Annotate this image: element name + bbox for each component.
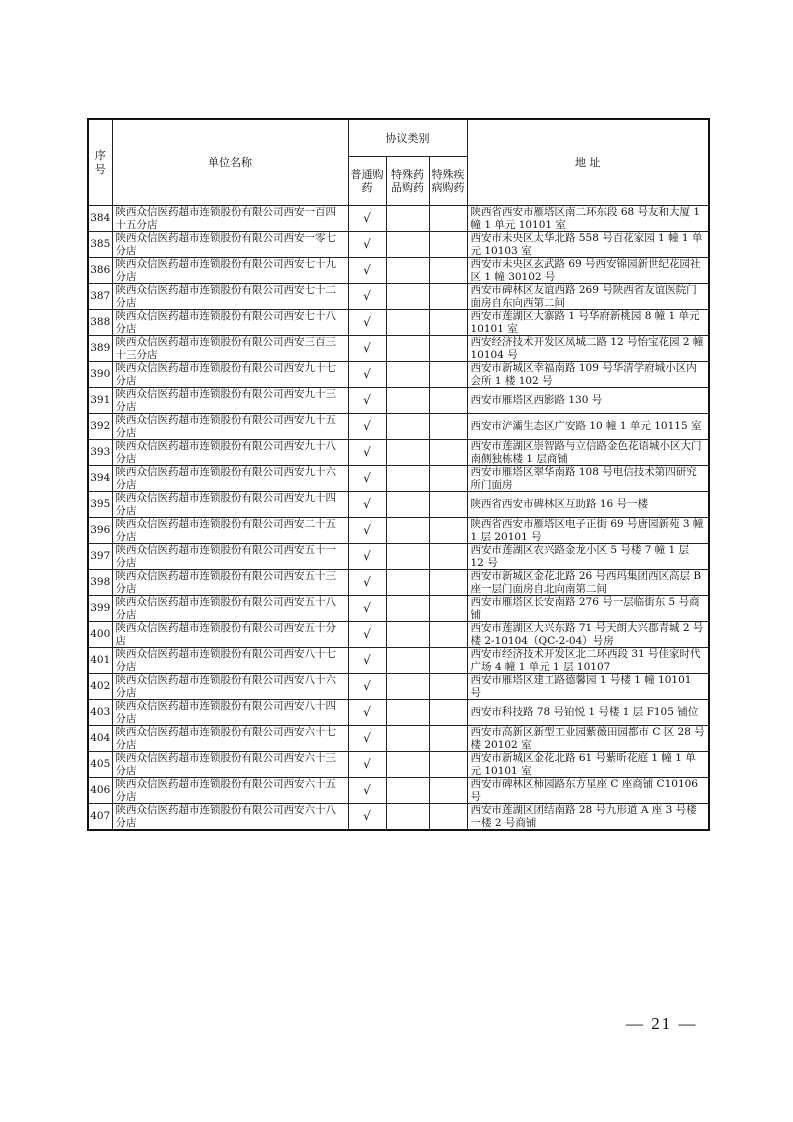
- special-disease-mark: [429, 388, 467, 414]
- unit-name: 陕西众信医药超市连锁股份有限公司西安五十分店: [112, 622, 348, 648]
- row-number: 399: [88, 596, 112, 622]
- general-mark: √: [348, 284, 386, 310]
- special-drug-mark: [386, 726, 429, 752]
- row-number: 400: [88, 622, 112, 648]
- header-seq: 序号: [88, 119, 112, 206]
- special-disease-mark: [429, 336, 467, 362]
- general-mark: √: [348, 648, 386, 674]
- row-number: 407: [88, 804, 112, 831]
- special-drug-mark: [386, 440, 429, 466]
- row-number: 393: [88, 440, 112, 466]
- header-address: 地 址: [467, 119, 709, 206]
- general-mark: √: [348, 518, 386, 544]
- table-row: [88, 414, 709, 440]
- row-number: 394: [88, 466, 112, 492]
- special-drug-mark: [386, 700, 429, 726]
- address: 西安市雁塔区建工路德馨园 1 号楼 1 幢 10101 号: [467, 674, 709, 700]
- special-drug-mark: [386, 492, 429, 518]
- unit-name: 陕西众信医药超市连锁股份有限公司西安八十四分店: [112, 700, 348, 726]
- address: 西安市科技路 78 号铂悦 1 号楼 1 层 F105 铺位: [467, 700, 709, 726]
- special-disease-mark: [429, 544, 467, 570]
- general-mark: √: [348, 674, 386, 700]
- special-drug-mark: [386, 206, 429, 232]
- header-name: 单位名称: [112, 119, 348, 206]
- address: 西安市高新区新型工业园紫薇田园都市 C 区 28 号楼 20102 室: [467, 726, 709, 752]
- table-row: [88, 232, 709, 258]
- unit-name: 陕西众信医药超市连锁股份有限公司西安二十五分店: [112, 518, 348, 544]
- special-drug-mark: [386, 674, 429, 700]
- row-number: 405: [88, 752, 112, 778]
- special-drug-mark: [386, 544, 429, 570]
- special-drug-mark: [386, 648, 429, 674]
- row-number: 386: [88, 258, 112, 284]
- special-disease-mark: [429, 570, 467, 596]
- general-mark: √: [348, 362, 386, 388]
- unit-name: 陕西众信医药超市连锁股份有限公司西安五十八分店: [112, 596, 348, 622]
- unit-name: 陕西众信医药超市连锁股份有限公司西安九十七分店: [112, 362, 348, 388]
- special-disease-mark: [429, 596, 467, 622]
- unit-name: 陕西众信医药超市连锁股份有限公司西安六十八分店: [112, 804, 348, 831]
- table-row: [88, 596, 709, 622]
- special-drug-mark: [386, 466, 429, 492]
- table-row: [88, 362, 709, 388]
- special-disease-mark: [429, 466, 467, 492]
- table-row: [88, 726, 709, 752]
- table-row: [88, 284, 709, 310]
- row-number: 389: [88, 336, 112, 362]
- special-disease-mark: [429, 726, 467, 752]
- unit-name: 陕西众信医药超市连锁股份有限公司西安七十八分店: [112, 310, 348, 336]
- address: 西安市未央区太华北路 558 号百花家园 1 幢 1 单元 10103 室: [467, 232, 709, 258]
- row-number: 388: [88, 310, 112, 336]
- unit-name: 陕西众信医药超市连锁股份有限公司西安九十五分店: [112, 414, 348, 440]
- special-disease-mark: [429, 674, 467, 700]
- table-row: [88, 388, 709, 414]
- address: 西安市雁塔区西影路 130 号: [467, 388, 709, 414]
- special-drug-mark: [386, 336, 429, 362]
- unit-name: 陕西众信医药超市连锁股份有限公司西安九十六分店: [112, 466, 348, 492]
- special-drug-mark: [386, 414, 429, 440]
- general-mark: √: [348, 752, 386, 778]
- unit-name: 陕西众信医药超市连锁股份有限公司西安九十三分店: [112, 388, 348, 414]
- address: 西安市莲湖区大寨路 1 号华府新桃园 8 幢 1 单元 10101 室: [467, 310, 709, 336]
- special-drug-mark: [386, 752, 429, 778]
- special-disease-mark: [429, 518, 467, 544]
- special-drug-mark: [386, 258, 429, 284]
- unit-name: 陕西众信医药超市连锁股份有限公司西安五十一分店: [112, 544, 348, 570]
- page-number: — 21 —: [626, 1014, 698, 1033]
- address: 西安市浐灞生态区广安路 10 幢 1 单元 10115 室: [467, 414, 709, 440]
- special-drug-mark: [386, 804, 429, 831]
- address: 西安市新城区幸福南路 109 号华清学府城小区内会所 1 楼 102 号: [467, 362, 709, 388]
- special-disease-mark: [429, 232, 467, 258]
- special-disease-mark: [429, 700, 467, 726]
- special-disease-mark: [429, 206, 467, 232]
- unit-name: 陕西众信医药超市连锁股份有限公司西安七十二分店: [112, 284, 348, 310]
- address: 西安市雁塔区翠华南路 108 号电信技术第四研究所门面房: [467, 466, 709, 492]
- address: 西安市莲湖区崇智路与立信路金色花语城小区大门南侧独栋楼 1 层商铺: [467, 440, 709, 466]
- table-row: [88, 466, 709, 492]
- row-number: 384: [88, 206, 112, 232]
- table-row: [88, 778, 709, 804]
- address: 西安市未央区玄武路 69 号西安锦园新世纪花园社区 1 幢 30102 号: [467, 258, 709, 284]
- general-mark: √: [348, 336, 386, 362]
- general-mark: √: [348, 622, 386, 648]
- special-drug-mark: [386, 518, 429, 544]
- address: 陕西省西安市雁塔区电子正街 69 号唐园新苑 3 幢 1 层 20101 号: [467, 518, 709, 544]
- address: 西安市经济技术开发区北二环西段 31 号佳家时代广场 4 幢 1 单元 1 层 10107: [467, 648, 709, 674]
- header-category: 协议类别: [348, 119, 467, 157]
- special-drug-mark: [386, 622, 429, 648]
- general-mark: √: [348, 700, 386, 726]
- pharmacy-table: [87, 118, 710, 831]
- header-cat-special-disease: 特殊疾病购药: [429, 157, 467, 206]
- general-mark: √: [348, 310, 386, 336]
- special-disease-mark: [429, 804, 467, 831]
- table-row: [88, 752, 709, 778]
- row-number: 397: [88, 544, 112, 570]
- special-drug-mark: [386, 570, 429, 596]
- table-row: [88, 206, 709, 232]
- address: 西安市新城区金花北路 26 号西玛集团西区高层 B 座一层门面房自北向南第二间: [467, 570, 709, 596]
- unit-name: 陕西众信医药超市连锁股份有限公司西安六十七分店: [112, 726, 348, 752]
- special-disease-mark: [429, 284, 467, 310]
- general-mark: √: [348, 726, 386, 752]
- special-disease-mark: [429, 310, 467, 336]
- special-disease-mark: [429, 492, 467, 518]
- table-row: [88, 492, 709, 518]
- unit-name: 陕西众信医药超市连锁股份有限公司西安一百四十五分店: [112, 206, 348, 232]
- table-row: [88, 648, 709, 674]
- unit-name: 陕西众信医药超市连锁股份有限公司西安九十八分店: [112, 440, 348, 466]
- general-mark: √: [348, 492, 386, 518]
- special-disease-mark: [429, 440, 467, 466]
- general-mark: √: [348, 232, 386, 258]
- table-row: [88, 674, 709, 700]
- unit-name: 陕西众信医药超市连锁股份有限公司西安九十四分店: [112, 492, 348, 518]
- general-mark: √: [348, 544, 386, 570]
- special-drug-mark: [386, 778, 429, 804]
- unit-name: 陕西众信医药超市连锁股份有限公司西安五十三分店: [112, 570, 348, 596]
- table-row: [88, 258, 709, 284]
- address: 西安市新城区金花北路 61 号紫昕花庭 1 幢 1 单元 10101 室: [467, 752, 709, 778]
- table-row: [88, 544, 709, 570]
- address: 陕西省西安市碑林区互助路 16 号一楼: [467, 492, 709, 518]
- special-disease-mark: [429, 258, 467, 284]
- address: 西安市雁塔区长安南路 276 号一层临街东 5 号商铺: [467, 596, 709, 622]
- unit-name: 陕西众信医药超市连锁股份有限公司西安三百三十三分店: [112, 336, 348, 362]
- row-number: 385: [88, 232, 112, 258]
- table-row: [88, 700, 709, 726]
- special-drug-mark: [386, 310, 429, 336]
- row-number: 390: [88, 362, 112, 388]
- unit-name: 陕西众信医药超市连锁股份有限公司西安六十三分店: [112, 752, 348, 778]
- unit-name: 陕西众信医药超市连锁股份有限公司西安六十五分店: [112, 778, 348, 804]
- row-number: 391: [88, 388, 112, 414]
- row-number: 387: [88, 284, 112, 310]
- row-number: 395: [88, 492, 112, 518]
- row-number: 392: [88, 414, 112, 440]
- special-disease-mark: [429, 414, 467, 440]
- address: 陕西省西安市雁塔区南二环东段 68 号友和大厦 1 幢 1 单元 10101 室: [467, 206, 709, 232]
- header-cat-special-drug: 特殊药品购药: [386, 157, 429, 206]
- table-row: [88, 804, 709, 831]
- special-drug-mark: [386, 596, 429, 622]
- special-disease-mark: [429, 362, 467, 388]
- table-row: [88, 622, 709, 648]
- general-mark: √: [348, 804, 386, 831]
- special-disease-mark: [429, 778, 467, 804]
- general-mark: √: [348, 570, 386, 596]
- address: 西安市碑林区友谊西路 269 号陕西省友谊医院门面房自东向西第二间: [467, 284, 709, 310]
- unit-name: 陕西众信医药超市连锁股份有限公司西安七十九分店: [112, 258, 348, 284]
- row-number: 402: [88, 674, 112, 700]
- special-disease-mark: [429, 752, 467, 778]
- general-mark: √: [348, 596, 386, 622]
- general-mark: √: [348, 440, 386, 466]
- unit-name: 陕西众信医药超市连锁股份有限公司西安八十七分店: [112, 648, 348, 674]
- general-mark: √: [348, 466, 386, 492]
- general-mark: √: [348, 778, 386, 804]
- special-drug-mark: [386, 232, 429, 258]
- general-mark: √: [348, 388, 386, 414]
- special-disease-mark: [429, 622, 467, 648]
- table-row: [88, 570, 709, 596]
- special-drug-mark: [386, 284, 429, 310]
- special-disease-mark: [429, 648, 467, 674]
- address: 西安经济技术开发区凤城二路 12 号怡宝花园 2 幢 10104 号: [467, 336, 709, 362]
- general-mark: √: [348, 258, 386, 284]
- row-number: 401: [88, 648, 112, 674]
- address: 西安市莲湖区团结南路 28 号九形道 A 座 3 号楼一楼 2 号商铺: [467, 804, 709, 831]
- row-number: 398: [88, 570, 112, 596]
- special-drug-mark: [386, 362, 429, 388]
- table-row: [88, 440, 709, 466]
- unit-name: 陕西众信医药超市连锁股份有限公司西安八十六分店: [112, 674, 348, 700]
- row-number: 396: [88, 518, 112, 544]
- table-row: [88, 336, 709, 362]
- row-number: 404: [88, 726, 112, 752]
- unit-name: 陕西众信医药超市连锁股份有限公司西安一零七分店: [112, 232, 348, 258]
- special-drug-mark: [386, 388, 429, 414]
- address: 西安市莲湖区农兴路金龙小区 5 号楼 7 幢 1 层 12 号: [467, 544, 709, 570]
- address: 西安市莲湖区大兴东路 71 号天朗大兴郡青城 2 号楼 2-10104（QC-2-04）号房: [467, 622, 709, 648]
- header-cat-general: 普通购药: [348, 157, 386, 206]
- table-row: [88, 518, 709, 544]
- general-mark: √: [348, 414, 386, 440]
- address: 西安市碑林区柿园路东方星座 C 座商铺 C10106 号: [467, 778, 709, 804]
- table-row: [88, 310, 709, 336]
- row-number: 406: [88, 778, 112, 804]
- general-mark: √: [348, 206, 386, 232]
- row-number: 403: [88, 700, 112, 726]
